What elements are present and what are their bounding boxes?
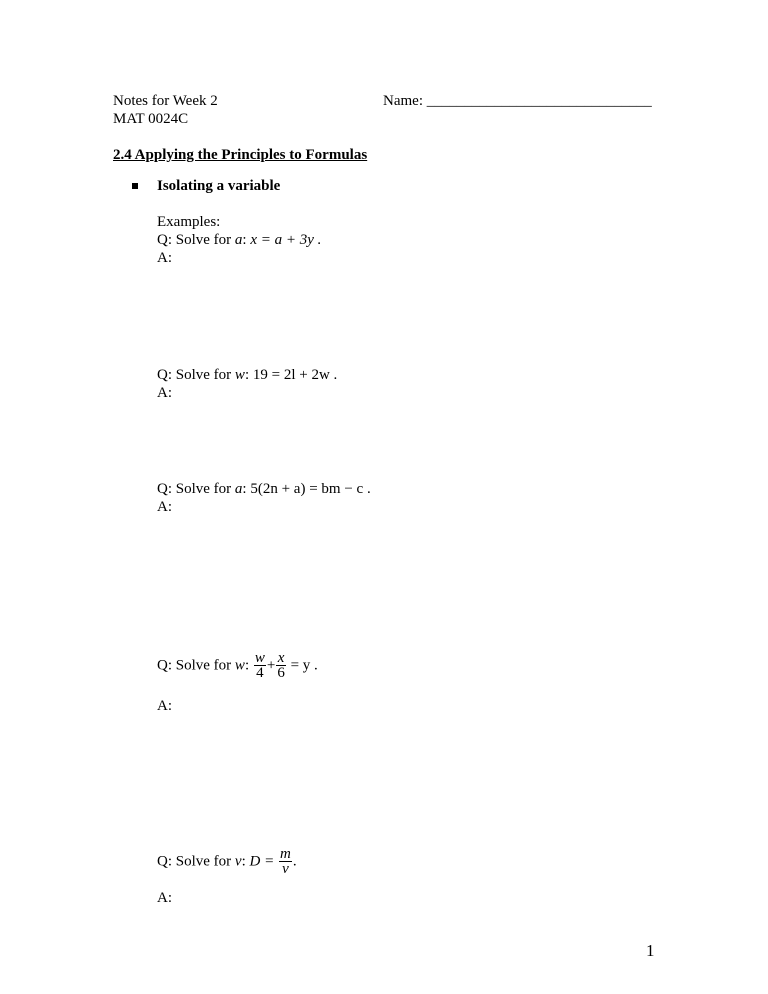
problem-5-answer-label: A:: [157, 890, 172, 906]
header-course-code: MAT 0024C: [113, 111, 189, 127]
problem-4-fraction-2: $\frac{x}{6}$: [277, 650, 285, 681]
problem-1-equation: x = a + 3y .: [250, 232, 322, 248]
problem-5-fraction: $\frac{m}{v}$: [279, 846, 291, 877]
problem-2-equation: 19 = 2l + 2w .: [252, 367, 338, 383]
problem-3-question: Q: Solve for a: 5(2n + a) = bm − c .: [157, 481, 371, 497]
problem-4-rhs: = y .: [290, 657, 318, 674]
problem-1-question: Q: Solve for a: x = a + 3y .: [157, 232, 322, 248]
header-course-week: Notes for Week 2: [113, 93, 218, 109]
problem-5-question: Q: Solve for v: D = $\frac{m}{v}$ .: [157, 846, 297, 877]
problem-4-question: Q: Solve for w: $\frac{w}{4}$ + $\frac{x}{6}$ = y .: [157, 650, 318, 681]
problem-2-answer-label: A:: [157, 385, 172, 401]
problem-1-answer-label: A:: [157, 250, 172, 266]
bullet-heading: Isolating a variable: [157, 178, 281, 194]
bullet-square-icon: [132, 183, 138, 189]
section-title: 2.4 Applying the Principles to Formulas: [113, 147, 368, 163]
page-number: 1: [646, 941, 655, 960]
problem-3-answer-label: A:: [157, 499, 172, 515]
name-field-label: Name: ______________________________: [383, 93, 652, 109]
problem-4-answer-label: A:: [157, 698, 172, 714]
problem-2-question: Q: Solve for w: 19 = 2l + 2w .: [157, 367, 338, 383]
examples-label: Examples:: [157, 214, 221, 230]
problem-3-equation: 5(2n + a) = bm − c .: [250, 481, 371, 497]
problem-4-fraction-1: $\frac{w}{4}$: [254, 650, 265, 681]
